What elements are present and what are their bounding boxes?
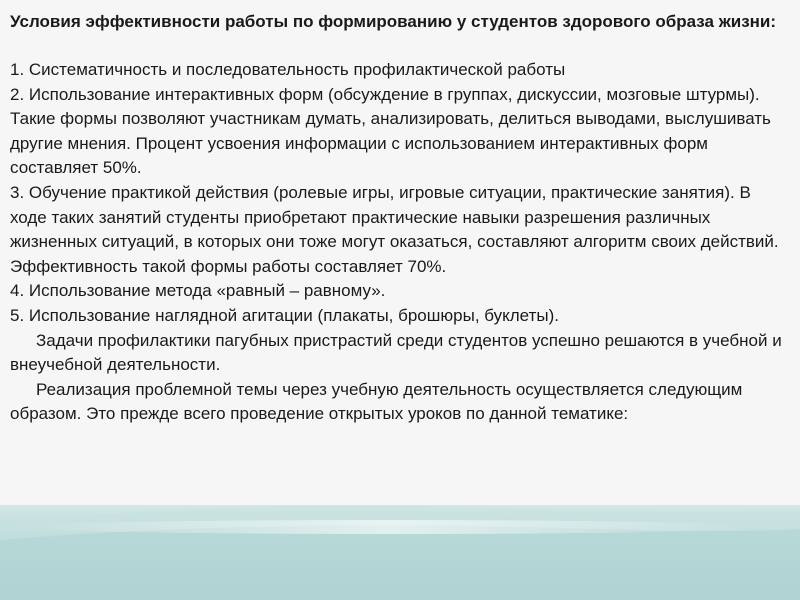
list-item: 2. Использование интерактивных форм (обсуждение в группах, дискуссии, мозговые штурмы). Такие формы позволяют участникам думать, анализировать, делиться выводами, выслушивать другие мнения. Процент усвоения информации с использованием интерактивных форм составляет 50%. [10, 84, 771, 178]
list-item: 5. Использование наглядной агитации (плакаты, брошюры, буклеты). [10, 305, 559, 325]
list-item: 3. Обучение практикой действия (ролевые игры, игровые ситуации, практические занятия). В ходе таких занятий студенты приобретают практические навыки разрешения различных жизненных ситуаций, в которых они тоже могут оказаться, составляют алгоритм своих действий. Эффективность такой формы работы составляет 70%. [10, 182, 779, 276]
footer-glow [20, 520, 760, 534]
footer-wave-decoration [0, 485, 800, 600]
list-item: 1. Систематичность и последовательность профилактической работы [10, 60, 566, 79]
paragraph-implementation: Реализация проблемной темы через учебную деятельность осуществляется следующим образом. Это прежде всего проведение открытых уроков по данной тематике: [10, 379, 743, 424]
slide-title: Условия эффективности работы по формированию у студентов здорового образа жизни: [10, 12, 777, 31]
slide-content [10, 10, 785, 427]
conditions-list [10, 58, 785, 329]
paragraph-tasks: Задачи профилактики пагубных пристрастий среди студентов успешно решаются в учебной и внеучебной деятельности. [10, 330, 782, 375]
list-item: 4. Использование метода «равный – равному». [10, 281, 386, 301]
